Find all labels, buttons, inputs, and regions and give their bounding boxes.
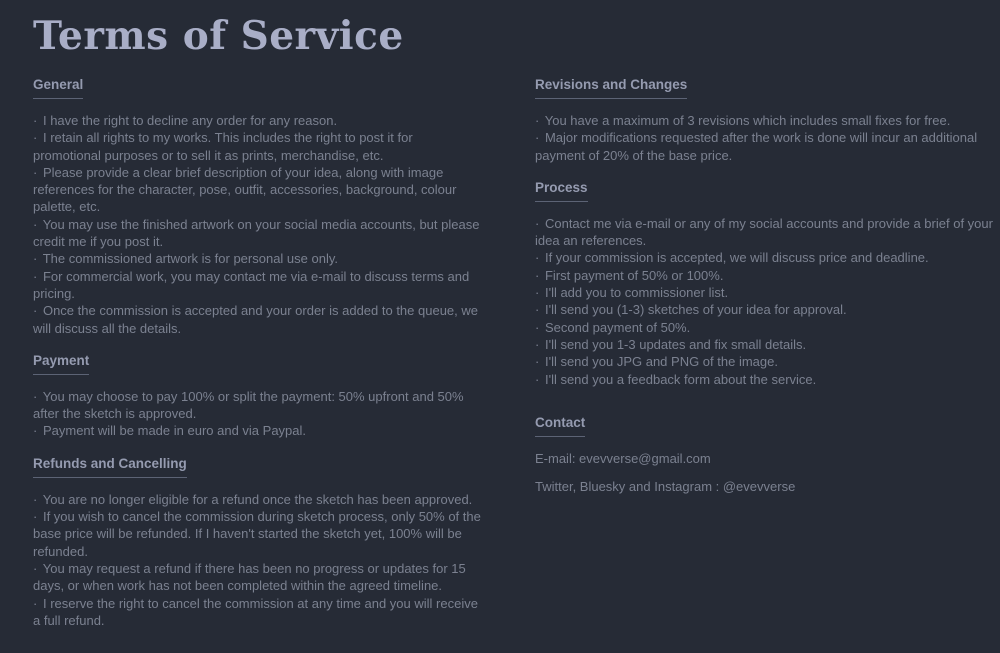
bullet-text: Once the commission is accepted and your order is added to the queue, we will discuss all the details. (33, 303, 478, 336)
bullet-text: I retain all rights to my works. This includes the right to post it for promotional purposes or to sell it as prints, merchandise, etc. (33, 130, 413, 163)
bullet-item (535, 267, 995, 284)
bullet-icon: · (535, 215, 540, 231)
bullet-item (535, 215, 995, 250)
bullet-text: Payment will be made in euro and via Paypal. (42, 423, 307, 439)
bullet-text: I have the right to decline any order for any reason. (42, 113, 338, 128)
bullet-item (33, 112, 483, 129)
bullet-icon: · (535, 354, 540, 370)
section-process (535, 179, 995, 388)
bullet-text: The commissioned artwork is for personal use only. (42, 251, 339, 267)
bullet-icon: · (535, 250, 540, 266)
bullet-icon: · (33, 303, 38, 319)
bullet-text: You may choose to pay 100% or split the payment: 50% upfront and 50% after the sketch is approved. (33, 388, 464, 422)
bullet-item (535, 353, 995, 370)
bullet-text: I'll send you JPG and PNG of the image. (544, 354, 778, 370)
contact-line: E-mail: evevverse@gmail.com (535, 450, 711, 466)
bullet-item (535, 112, 995, 129)
bullet-item (33, 422, 483, 439)
bullet-item (535, 319, 995, 336)
bullet-icon: · (33, 164, 38, 180)
section-heading-revisions-and-changes: Revisions and Changes (535, 77, 687, 99)
section-general (33, 76, 483, 337)
bullet-item (33, 164, 483, 216)
section-heading-contact: Contact (535, 415, 585, 437)
bullet-item (33, 595, 483, 630)
bullet-text: For commercial work, you may contact me via e-mail to discuss terms and pricing. (33, 268, 470, 301)
bullet-text: I'll add you to commissioner list. (544, 285, 729, 301)
section-refunds-and-cancelling (33, 455, 483, 629)
bullet-item (33, 268, 483, 303)
bullet-text: If your commission is accepted, we will discuss price and deadline. (544, 250, 929, 266)
bullet-icon: · (535, 336, 540, 352)
bullet-icon: · (535, 319, 540, 335)
bullet-text: If you wish to cancel the commission during sketch process, only 50% of the base price will be refunded. If I haven't started the sketch yet, 100% will be refunded. (33, 509, 481, 559)
bullet-icon: · (535, 113, 540, 128)
bullet-icon: · (535, 285, 540, 301)
bullet-item (33, 388, 483, 423)
bullet-text: First payment of 50% or 100%. (544, 267, 724, 283)
bullet-icon: · (33, 251, 38, 267)
bullet-text: Major modifications requested after the work is done will incur an additional payment of 20% of the base price. (535, 130, 978, 163)
bullet-item (535, 249, 995, 266)
section-heading-refunds-and-cancelling: Refunds and Cancelling (33, 456, 187, 478)
column-left (33, 76, 483, 644)
bullet-text: Please provide a clear brief description of your idea, along with image references for the character, pose, outfit, accessories, background, colour palette, etc. (33, 164, 457, 215)
bullet-icon: · (535, 371, 540, 387)
bullet-icon: · (33, 130, 38, 146)
bullet-item (535, 371, 995, 388)
bullet-icon: · (33, 595, 38, 611)
section-heading-payment: Payment (33, 353, 89, 375)
bullet-icon: · (33, 113, 38, 128)
bullet-text: You may use the finished artwork on your social media accounts, but please credit me if you post it. (33, 216, 480, 250)
page-title: Terms of Service (33, 13, 404, 59)
bullet-item (33, 216, 483, 251)
section-contact (535, 414, 995, 496)
bullet-item (33, 560, 483, 595)
bullet-text: Contact me via e-mail or any of my social accounts and provide a brief of your idea an references. (535, 215, 993, 249)
bullet-item (535, 336, 995, 353)
bullet-item (535, 129, 995, 164)
bullet-icon: · (33, 560, 38, 576)
bullet-icon: · (535, 130, 540, 146)
contact-line: Twitter, Bluesky and Instagram : @evevverse (535, 479, 796, 495)
bullet-text: I reserve the right to cancel the commission at any time and you will receive a full refund. (33, 595, 478, 628)
bullet-icon: · (535, 267, 540, 283)
bullet-icon: · (33, 388, 38, 404)
section-heading-process: Process (535, 180, 588, 202)
bullet-icon: · (33, 509, 38, 525)
bullet-item (535, 284, 995, 301)
bullet-text: Second payment of 50%. (544, 319, 691, 335)
bullet-text: I'll send you a feedback form about the service. (544, 371, 817, 387)
section-heading-general: General (33, 77, 83, 99)
bullet-text: You may request a refund if there has been no progress or updates for 15 days, or when work has not been completed within the agreed timeline. (33, 560, 466, 594)
bullet-icon: · (33, 423, 38, 439)
bullet-icon: · (33, 216, 38, 232)
bullet-item (33, 302, 483, 337)
bullet-text: You have a maximum of 3 revisions which includes small fixes for free. (544, 113, 951, 128)
bullet-icon: · (33, 268, 38, 284)
bullet-item (33, 129, 483, 164)
content-columns (33, 76, 993, 644)
bullet-icon: · (535, 302, 540, 318)
section-revisions-and-changes (535, 76, 995, 164)
bullet-text: You are no longer eligible for a refund once the sketch has been approved. (42, 491, 473, 507)
bullet-item (535, 301, 995, 318)
column-right (535, 76, 995, 510)
bullet-item (33, 250, 483, 267)
bullet-icon: · (33, 491, 38, 507)
bullet-item (33, 491, 483, 508)
bullet-text: I'll send you (1-3) sketches of your idea for approval. (544, 302, 847, 318)
bullet-text: I'll send you 1-3 updates and fix small details. (544, 336, 807, 352)
bullet-item (33, 508, 483, 560)
section-payment (33, 352, 483, 440)
